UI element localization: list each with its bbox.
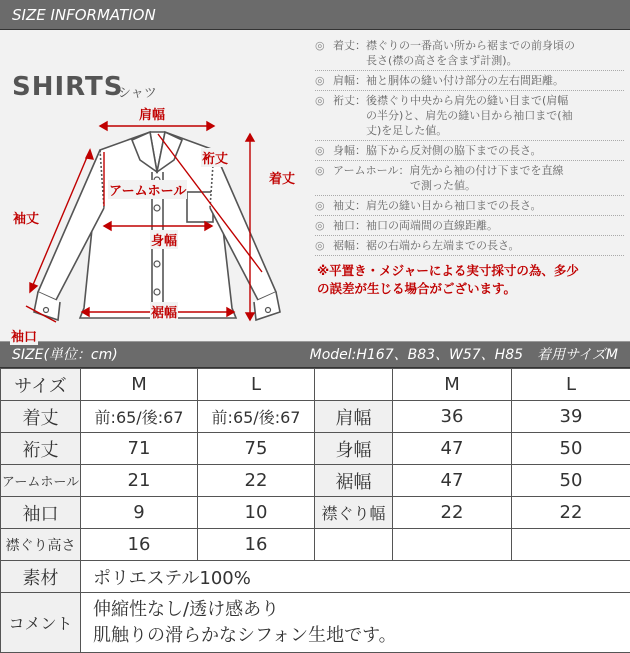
cell-empty xyxy=(315,529,393,561)
cell-value: 75 xyxy=(198,433,315,465)
label-sleeve-length: 袖丈 xyxy=(12,208,40,227)
label-armhole: アームホール xyxy=(108,180,187,199)
label-shoulder-width: 肩幅 xyxy=(138,104,166,123)
cell-value: 前:65/後:67 xyxy=(198,401,315,433)
label-length: 着丈 xyxy=(268,168,296,187)
label-cuff: 袖口 xyxy=(10,326,38,345)
cell-value: 16 xyxy=(198,529,315,561)
note-item: ◎ 肩幅：袖と胴体の縫い付け部分の左右間距離。 xyxy=(315,71,624,91)
shirt-diagram xyxy=(0,30,312,341)
table-row xyxy=(1,529,630,561)
comment-line: 肌触りの滑らかなシフォン生地です。 xyxy=(93,623,630,649)
header-size: サイズ xyxy=(1,369,81,401)
header-blank xyxy=(315,369,393,401)
material-row xyxy=(1,561,630,593)
cell-value: 22 xyxy=(393,497,512,529)
note-item: ◎ 着丈：襟ぐりの一番高い所から裾までの前身頃の 長さ(襟の高さを含まず計測)。 xyxy=(315,36,624,71)
row-label: 袖口 xyxy=(1,497,81,529)
cell-value: 71 xyxy=(81,433,198,465)
model-info: Model:H167、B83、W57、H85 着用サイズM xyxy=(310,342,618,367)
cell-value: 50 xyxy=(512,433,630,465)
cell-empty xyxy=(393,529,512,561)
diagram-section xyxy=(0,30,630,342)
table-header-row xyxy=(1,369,630,401)
material-label: 素材 xyxy=(1,561,81,593)
cell-value: 39 xyxy=(512,401,630,433)
table-row xyxy=(1,465,630,497)
row-label: アームホール xyxy=(1,465,81,497)
comment-label: コメント xyxy=(1,593,81,653)
comment-line: 伸縮性なし/透け感あり xyxy=(93,597,630,623)
header-l: L xyxy=(198,369,315,401)
diagram-title-kana: シャツ xyxy=(118,82,157,101)
row-label: 襟ぐり高さ xyxy=(1,529,81,561)
row-label: 着丈 xyxy=(1,401,81,433)
label-chest: 身幅 xyxy=(150,230,178,249)
cell-value: 36 xyxy=(393,401,512,433)
label-hem: 裾幅 xyxy=(150,302,178,321)
cell-value: 22 xyxy=(512,497,630,529)
cell-value: 50 xyxy=(512,465,630,497)
note-item: ◎ 身幅：脇下から反対側の脇下までの長さ。 xyxy=(315,141,624,161)
note-item: ◎ 裄丈：後襟ぐり中央から肩先の縫い目まで(肩幅 の半分)と、肩先の縫い目から袖口まで(袖 丈)を足した値。 xyxy=(315,91,624,141)
table-row xyxy=(1,433,630,465)
measurement-warning: ※平置き・メジャーによる実寸採寸の為、多少 の誤差が生じる場合がございます。 xyxy=(315,262,624,298)
size-table-header xyxy=(0,342,630,368)
measurement-notes xyxy=(312,30,630,341)
note-item: ◎ アームホール：肩先から袖の付け下までを直線 で測った値。 xyxy=(315,161,624,196)
note-item: ◎ 袖丈：肩先の縫い目から袖口までの長さ。 xyxy=(315,196,624,216)
comment-value xyxy=(81,593,630,653)
row-label: 身幅 xyxy=(315,433,393,465)
cell-value: 9 xyxy=(81,497,198,529)
table-row xyxy=(1,401,630,433)
size-table xyxy=(0,368,630,653)
label-yuki: 裄丈 xyxy=(201,148,229,167)
header-m: M xyxy=(81,369,198,401)
cell-value: 21 xyxy=(81,465,198,497)
row-label: 肩幅 xyxy=(315,401,393,433)
comment-row xyxy=(1,593,630,653)
material-value: ポリエステル100% xyxy=(81,561,630,593)
cell-value: 47 xyxy=(393,465,512,497)
note-item: ◎ 裾幅：裾の右端から左端までの長さ。 xyxy=(315,236,624,256)
cell-value: 22 xyxy=(198,465,315,497)
size-unit-label: SIZE(単位：cm) xyxy=(12,342,118,367)
cell-value: 10 xyxy=(198,497,315,529)
cell-value: 47 xyxy=(393,433,512,465)
diagram-title: SHIRTS xyxy=(12,72,123,102)
row-label: 襟ぐり幅 xyxy=(315,497,393,529)
size-information-header: SIZE INFORMATION xyxy=(0,0,630,30)
row-label: 裄丈 xyxy=(1,433,81,465)
header-l-right: L xyxy=(512,369,630,401)
note-item: ◎ 袖口：袖口の両端間の直線距離。 xyxy=(315,216,624,236)
cell-value: 16 xyxy=(81,529,198,561)
cell-value: 前:65/後:67 xyxy=(81,401,198,433)
row-label: 裾幅 xyxy=(315,465,393,497)
cell-empty xyxy=(512,529,630,561)
table-row xyxy=(1,497,630,529)
header-m-right: M xyxy=(393,369,512,401)
